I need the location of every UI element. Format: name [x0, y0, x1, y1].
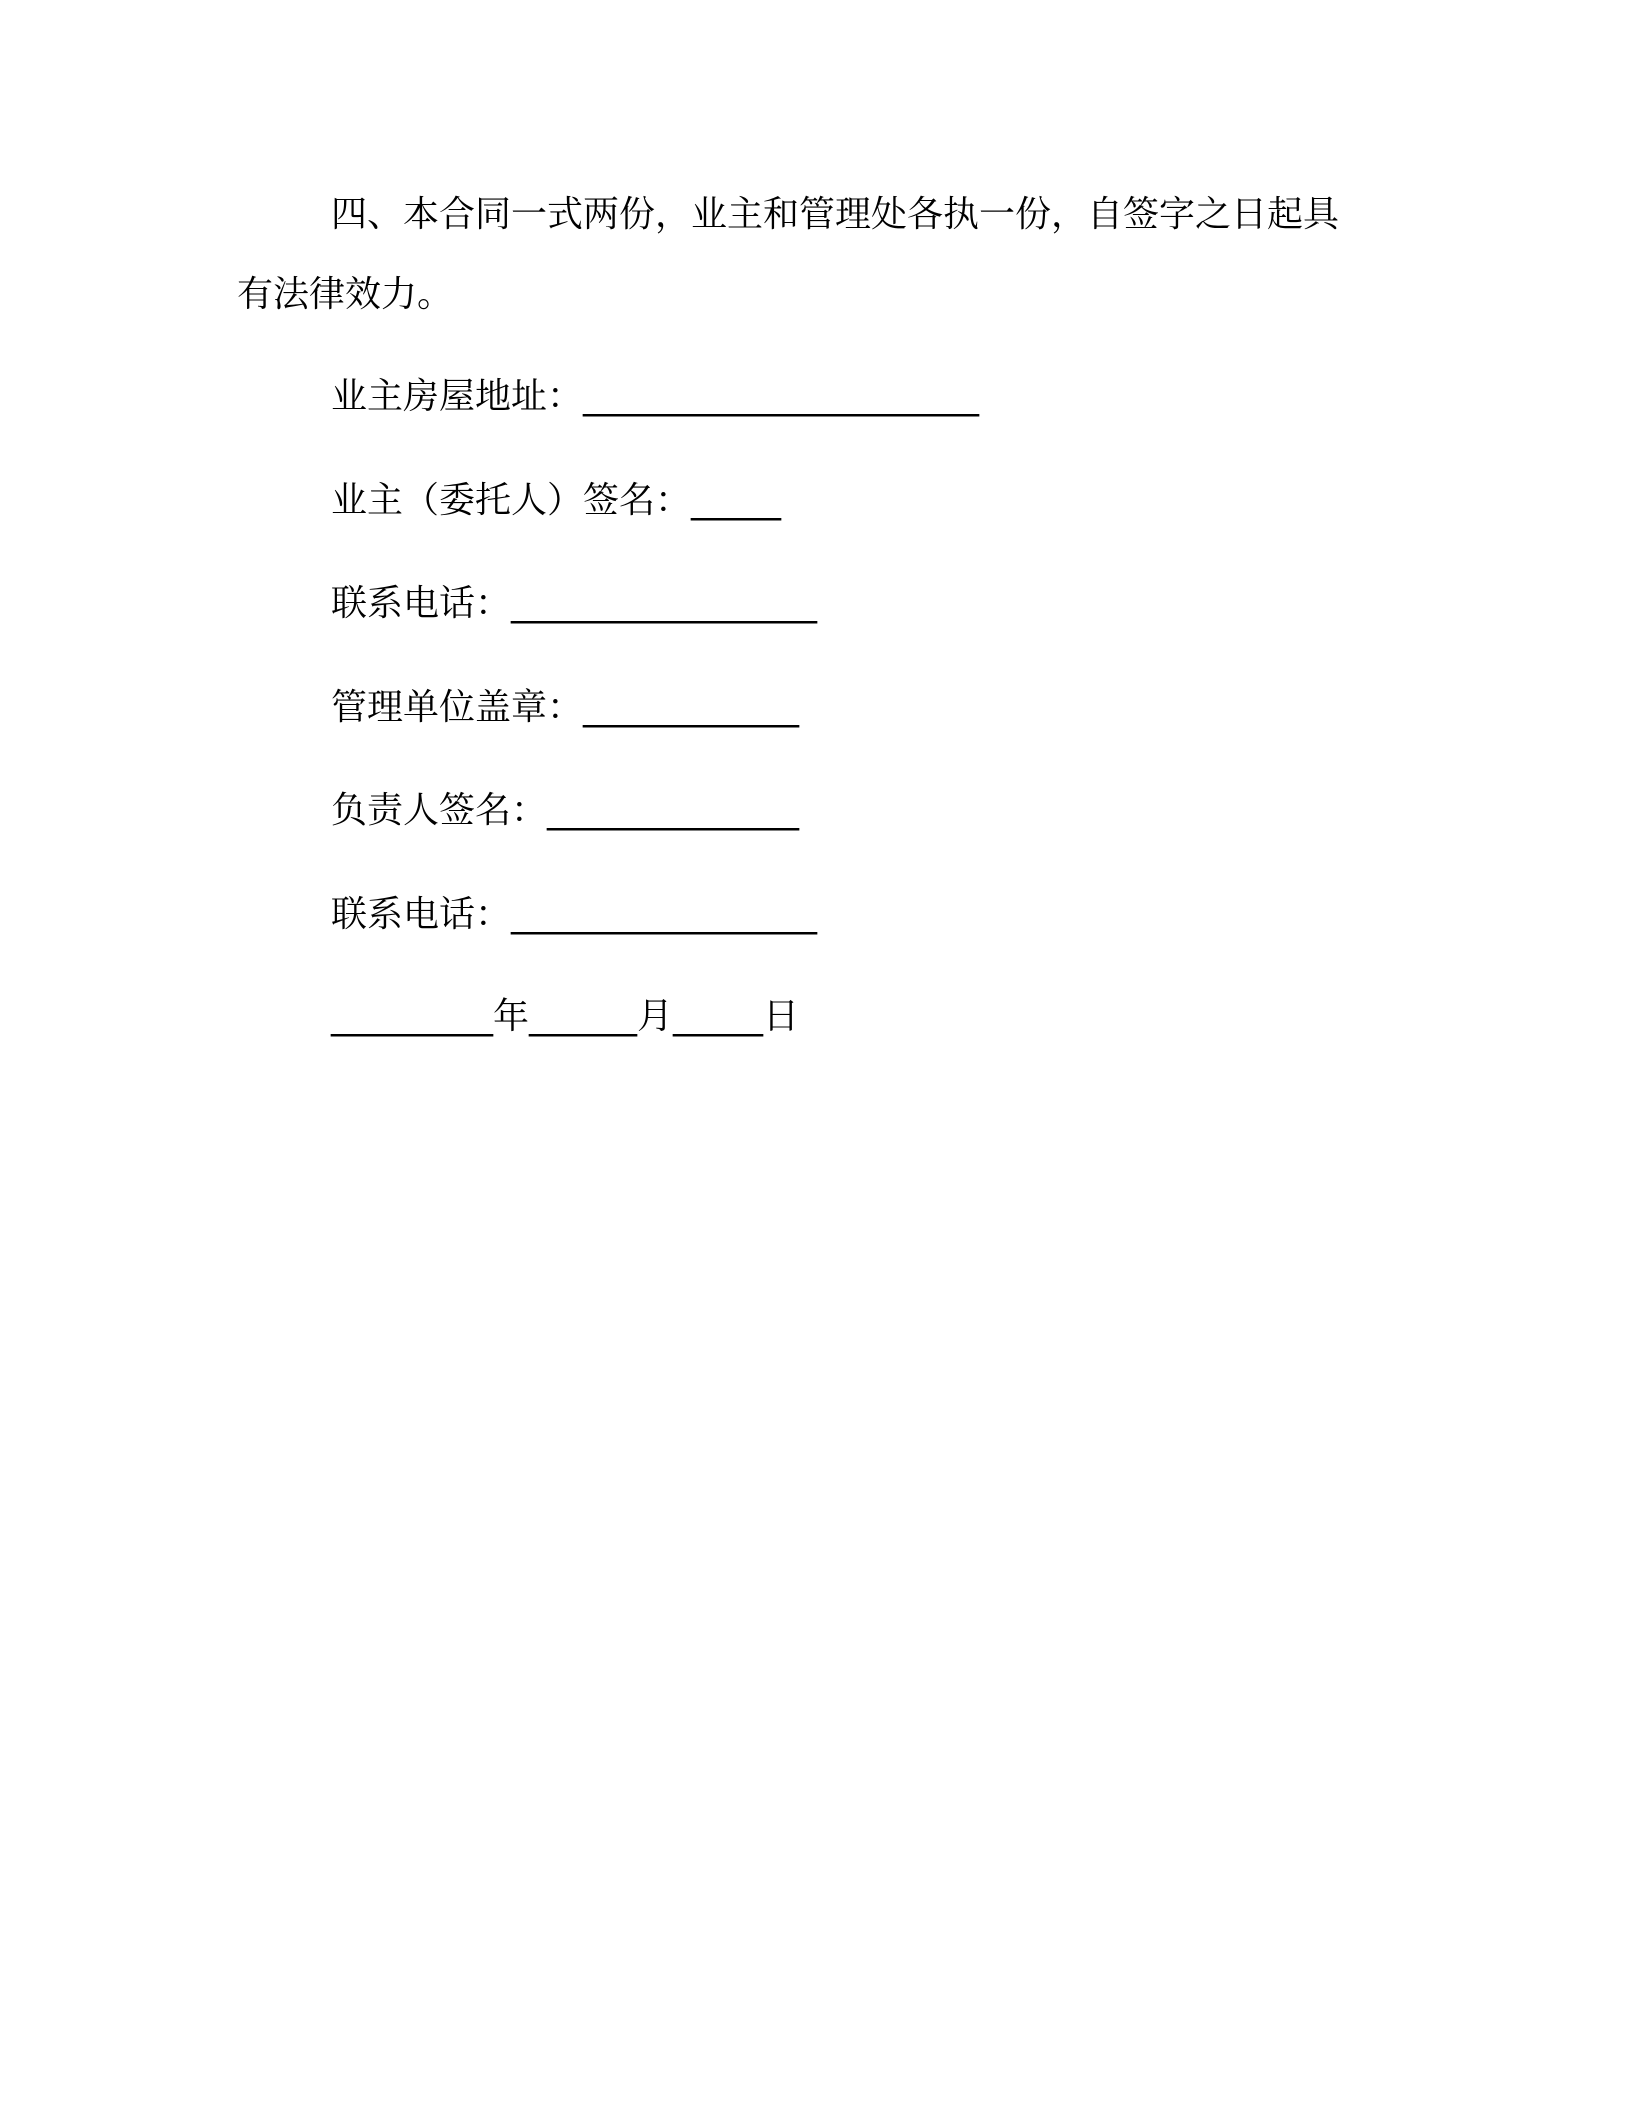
- owner-signature-field: 业主（委托人）签名：_____: [331, 480, 782, 521]
- clause-four-line-2: 有法律效力。: [237, 274, 454, 315]
- principal-signature-field: 负责人签名：______________: [331, 790, 800, 831]
- owner-phone-field: 联系电话：_________________: [331, 583, 818, 624]
- owner-address-field: 业主房屋地址：______________________: [331, 376, 980, 417]
- manager-phone-field: 联系电话：_________________: [331, 894, 818, 935]
- management-seal-field: 管理单位盖章：____________: [331, 687, 800, 728]
- date-field: _________年______月_____日: [331, 996, 799, 1037]
- clause-four-line-1: 四、本合同一式两份，业主和管理处各执一份，自签字之日起具: [331, 194, 1340, 235]
